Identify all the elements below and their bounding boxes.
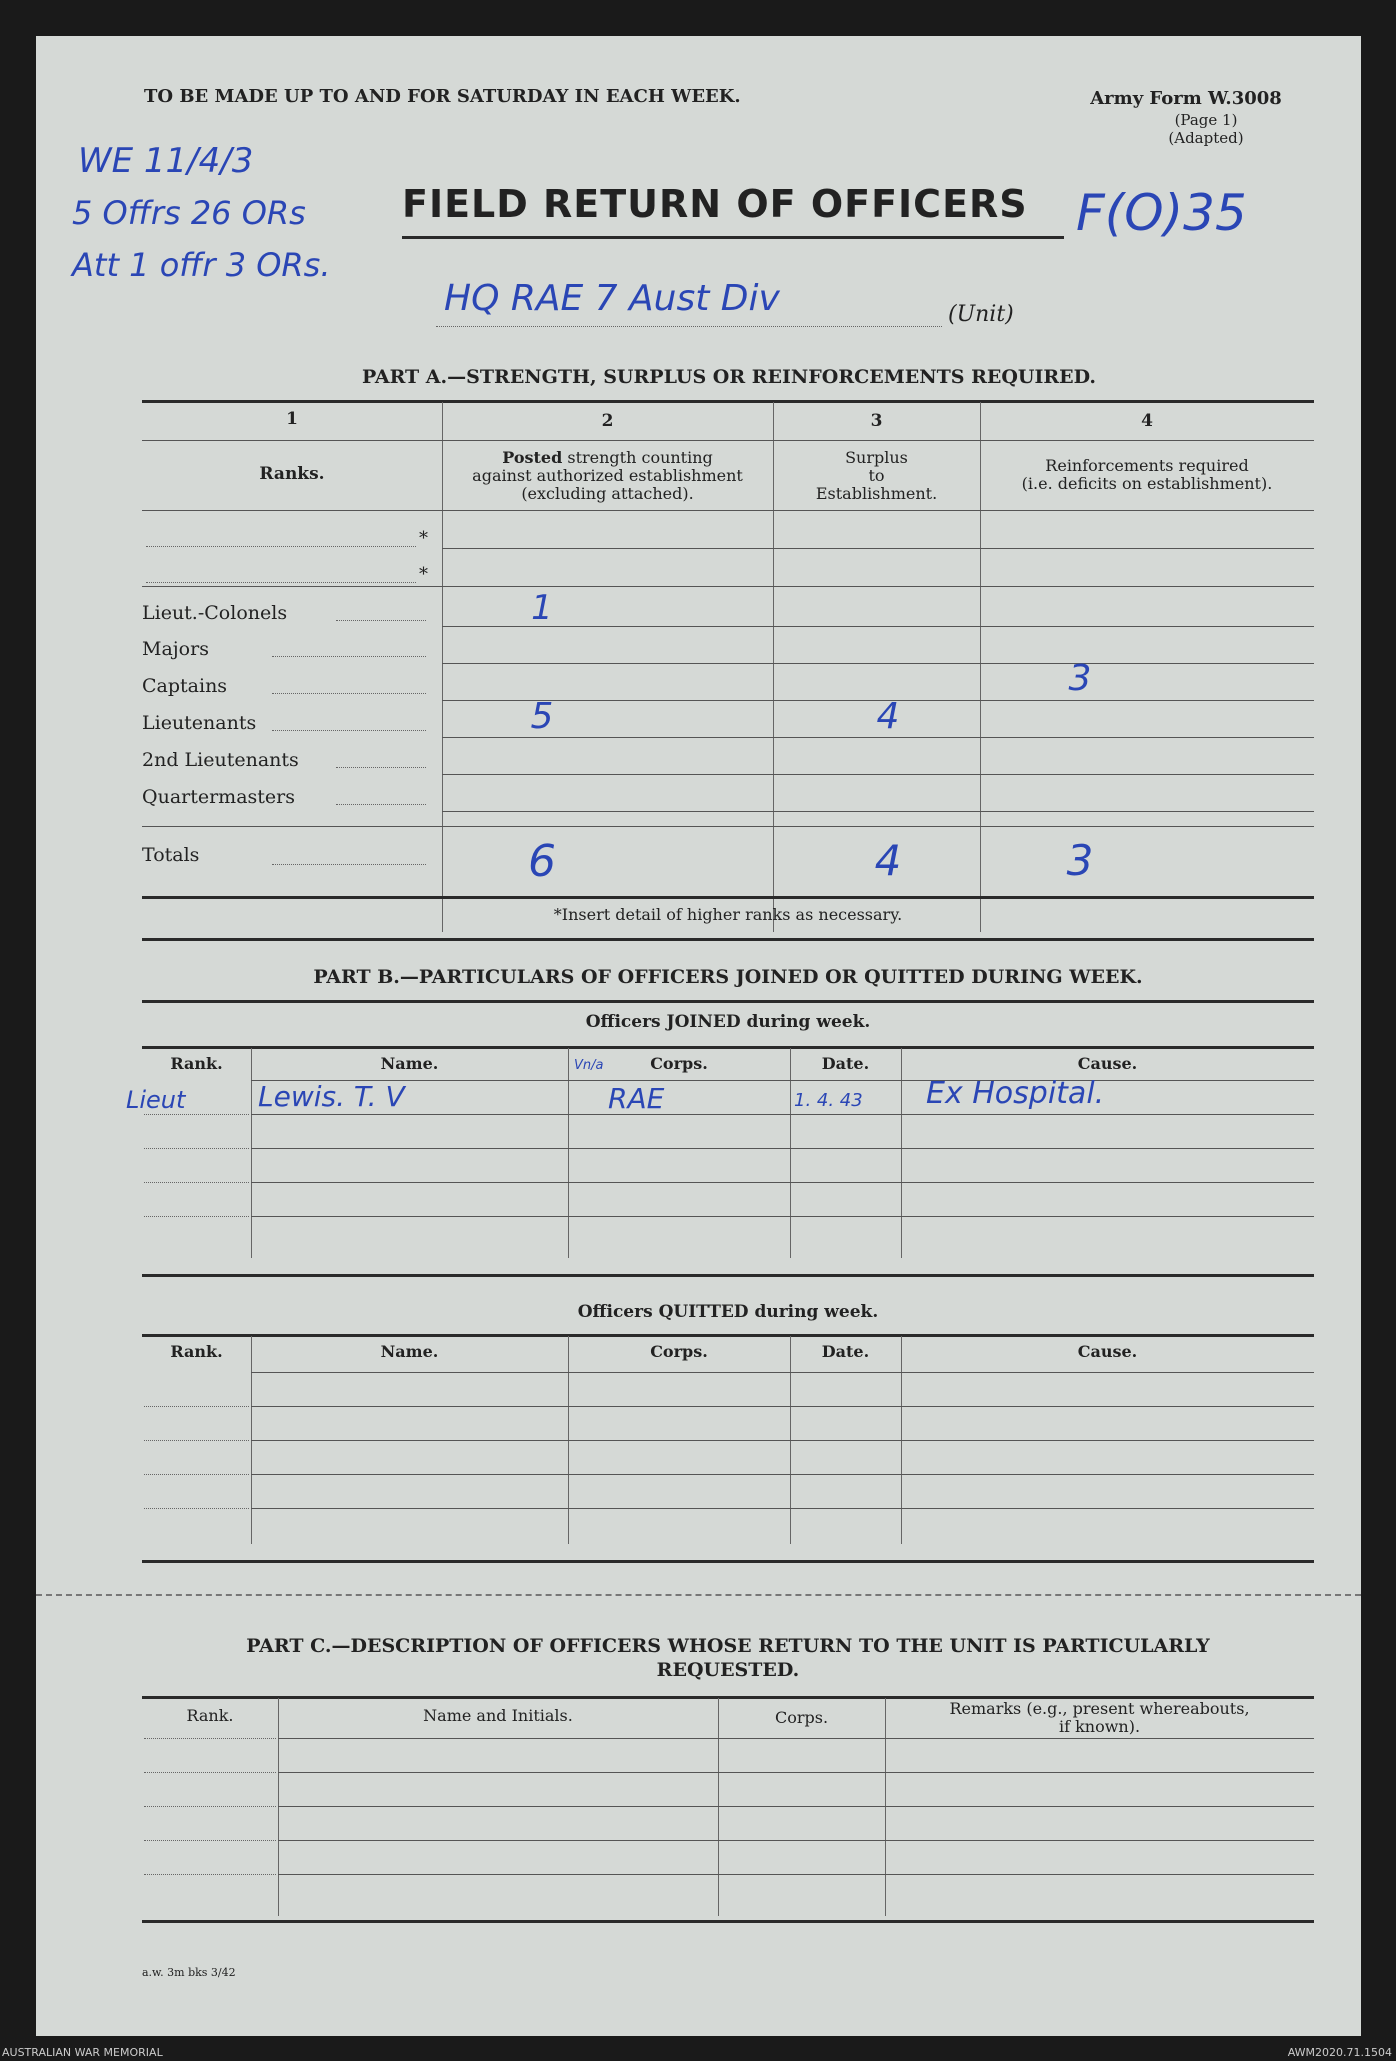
title-underline xyxy=(402,236,1064,239)
partc-col-corps: Corps. xyxy=(774,1708,829,1727)
star-marker: * xyxy=(419,564,428,585)
joined-rank: Lieut xyxy=(126,1086,186,1114)
partc-col-remarks: Remarks (e.g., present whereabouts, if known). xyxy=(949,1699,1250,1736)
footnote: *Insert detail of higher ranks as necessary. xyxy=(553,905,903,924)
quitted-col-rank: Rank. xyxy=(170,1342,223,1361)
captains-reinforcements: 3 xyxy=(1068,658,1092,699)
form-number: Army Form W.3008 xyxy=(1090,88,1282,109)
handwritten-note-1: WE 11/4/3 xyxy=(78,141,254,181)
adapted-label: (Adapted) xyxy=(1168,129,1244,147)
handwritten-reference: F(O)35 xyxy=(1076,184,1247,242)
rank-quartermasters: Quartermasters xyxy=(142,786,295,808)
part-c-heading: PART C.—DESCRIPTION OF OFFICERS WHOSE RETURN TO THE UNIT IS PARTICULARLY REQUESTED. xyxy=(246,1635,1210,1681)
joined-date: 1. 4. 43 xyxy=(794,1090,863,1111)
col-num-2: 2 xyxy=(601,411,614,431)
page-number: (Page 1) xyxy=(1174,111,1238,129)
rank-captains: Captains xyxy=(142,675,228,697)
col-num-1: 1 xyxy=(286,409,298,429)
unit-value: HQ RAE 7 Aust Div xyxy=(444,278,780,319)
rank-2nd-lieutenants: 2nd Lieutenants xyxy=(142,749,299,771)
rank-majors: Majors xyxy=(142,638,209,660)
part-b-heading: PART B.—PARTICULARS OF OFFICERS JOINED OR QUITTED DURING WEEK. xyxy=(313,966,1143,988)
page-title: FIELD RETURN OF OFFICERS xyxy=(402,182,1028,226)
col-ranks-header: Ranks. xyxy=(259,464,325,484)
col-surplus-header: Surplus to Establishment. xyxy=(815,448,938,503)
totals-reinforcements: 3 xyxy=(1066,836,1094,885)
lieutenants-posted: 5 xyxy=(530,696,554,737)
part-a-heading: PART A.—STRENGTH, SURPLUS OR REINFORCEMENTS REQUIRED. xyxy=(361,366,1097,388)
col-reinforcements-header: Reinforcements required (i.e. deficits on establishment). xyxy=(1021,456,1273,493)
print-code: a.w. 3m bks 3/42 xyxy=(142,1966,236,1979)
joined-col-date: Date. xyxy=(821,1054,870,1073)
handwritten-note-3: Att 1 offr 3 ORs. xyxy=(72,246,331,284)
handwritten-note-2: 5 Offrs 26 ORs xyxy=(72,194,306,232)
footer-right: AWM2020.71.1504 xyxy=(1287,2046,1392,2059)
quitted-title: Officers QUITTED during week. xyxy=(577,1302,879,1322)
partc-col-rank: Rank. xyxy=(186,1706,234,1725)
joined-title: Officers JOINED during week. xyxy=(585,1012,871,1032)
quitted-col-name: Name. xyxy=(380,1342,439,1361)
lieutenants-surplus: 4 xyxy=(876,696,900,737)
instruction-line: TO BE MADE UP TO AND FOR SATURDAY IN EACH WEEK. xyxy=(144,86,741,107)
footer-left: AUSTRALIAN WAR MEMORIAL xyxy=(2,2046,163,2059)
quitted-col-cause: Cause. xyxy=(1077,1342,1138,1361)
unit-label: (Unit) xyxy=(948,302,1014,327)
rank-lieut-colonels: Lieut.-Colonels xyxy=(142,602,288,624)
col-num-3: 3 xyxy=(870,411,883,431)
joined-name: Lewis. T. V xyxy=(258,1080,405,1113)
joined-col-cause: Cause. xyxy=(1077,1054,1138,1073)
col-num-4: 4 xyxy=(1141,411,1153,431)
joined-corps: RAE xyxy=(608,1082,665,1115)
unit-dotted-line xyxy=(436,326,942,327)
quitted-col-corps: Corps. xyxy=(650,1342,708,1361)
quitted-col-date: Date. xyxy=(821,1342,870,1361)
joined-cause: Ex Hospital. xyxy=(926,1076,1105,1111)
joined-col-name: Name. xyxy=(380,1054,439,1073)
lieut-colonels-posted: 1 xyxy=(531,588,553,628)
perforation-line xyxy=(36,1594,1361,1596)
form-sheet xyxy=(36,36,1361,2036)
star-marker: * xyxy=(419,528,428,549)
totals-surplus: 4 xyxy=(874,836,902,885)
joined-col-corps: Corps. xyxy=(650,1054,708,1073)
col-posted-header: Posted strength counting against authorized establishment (excluding attached). xyxy=(472,448,743,503)
totals-posted: 6 xyxy=(528,836,556,887)
rank-lieutenants: Lieutenants xyxy=(142,712,257,734)
joined-corps-note: Vn/a xyxy=(574,1058,604,1073)
totals-label: Totals xyxy=(142,844,200,866)
partc-col-name: Name and Initials. xyxy=(423,1706,573,1725)
joined-col-rank: Rank. xyxy=(170,1054,223,1073)
